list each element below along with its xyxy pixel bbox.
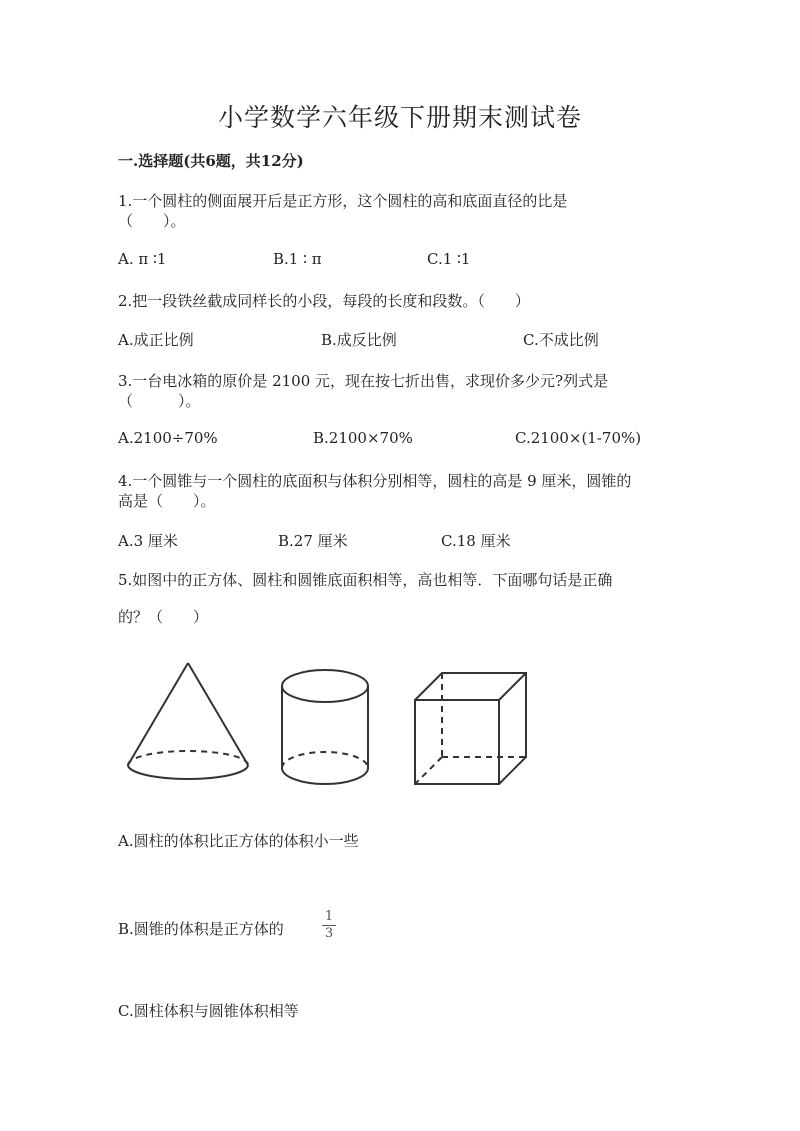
- question-1-option-b: B.1 ∶ π: [273, 250, 322, 268]
- question-4-option-c: C.18 厘米: [441, 532, 511, 550]
- cone-shape: [128, 663, 248, 779]
- question-4-option-b: B.27 厘米: [278, 532, 348, 550]
- question-5-text-cont: 的？（ ）: [118, 608, 209, 626]
- question-2-option-b: B.成反比例: [321, 331, 397, 349]
- fraction-one-third: [322, 910, 336, 941]
- question-1-text: 1.一个圆柱的侧面展开后是正方形，这个圆柱的高和底面直径的比是: [118, 192, 568, 210]
- question-4-text: 4.一个圆锥与一个圆柱的底面积与体积分别相等，圆柱的高是 9 厘米，圆锥的: [118, 472, 632, 490]
- question-2-text: 2.把一段铁丝截成同样长的小段，每段的长度和段数。（ ）: [118, 292, 530, 310]
- fraction-numerator: 1: [324, 909, 334, 924]
- question-1-option-c: C.1 ∶1: [427, 250, 471, 268]
- section-heading: 一.选择题(共6题，共12分): [118, 152, 304, 170]
- question-1-text-cont: （ ）。: [118, 212, 186, 230]
- question-5-option-a: A.圆柱的体积比正方体的体积小一些: [118, 832, 359, 850]
- question-3-option-b: B.2100×70%: [313, 429, 413, 447]
- question-1-option-a: A. π ∶1: [118, 250, 167, 268]
- question-4-text-cont: 高是（ ）。: [118, 492, 216, 510]
- question-3-text-cont: （ ）。: [118, 392, 201, 410]
- question-4-option-a: A.3 厘米: [118, 532, 178, 550]
- question-5-option-b: B.圆锥的体积是正方体的: [118, 920, 284, 938]
- question-2-option-c: C.不成比例: [523, 331, 599, 349]
- question-3-text: 3.一台电冰箱的原价是 2100 元，现在按七折出售，求现价多少元?列式是: [118, 372, 609, 390]
- fraction-denominator: 3: [324, 926, 334, 941]
- question-2-option-a: A.成正比例: [118, 331, 194, 349]
- question-3-option-c: C.2100×(1-70%): [515, 429, 642, 447]
- question-5-option-c: C.圆柱体积与圆锥体积相等: [118, 1002, 299, 1020]
- question-5-text: 5.如图中的正方体、圆柱和圆锥底面积相等，高也相等．下面哪句话是正确: [118, 571, 613, 589]
- page-title: 小学数学六年级下册期末测试卷: [217, 103, 582, 132]
- question-3-option-a: A.2100÷70%: [118, 429, 218, 447]
- cylinder-shape: [282, 670, 368, 784]
- cube-shape: [415, 673, 526, 784]
